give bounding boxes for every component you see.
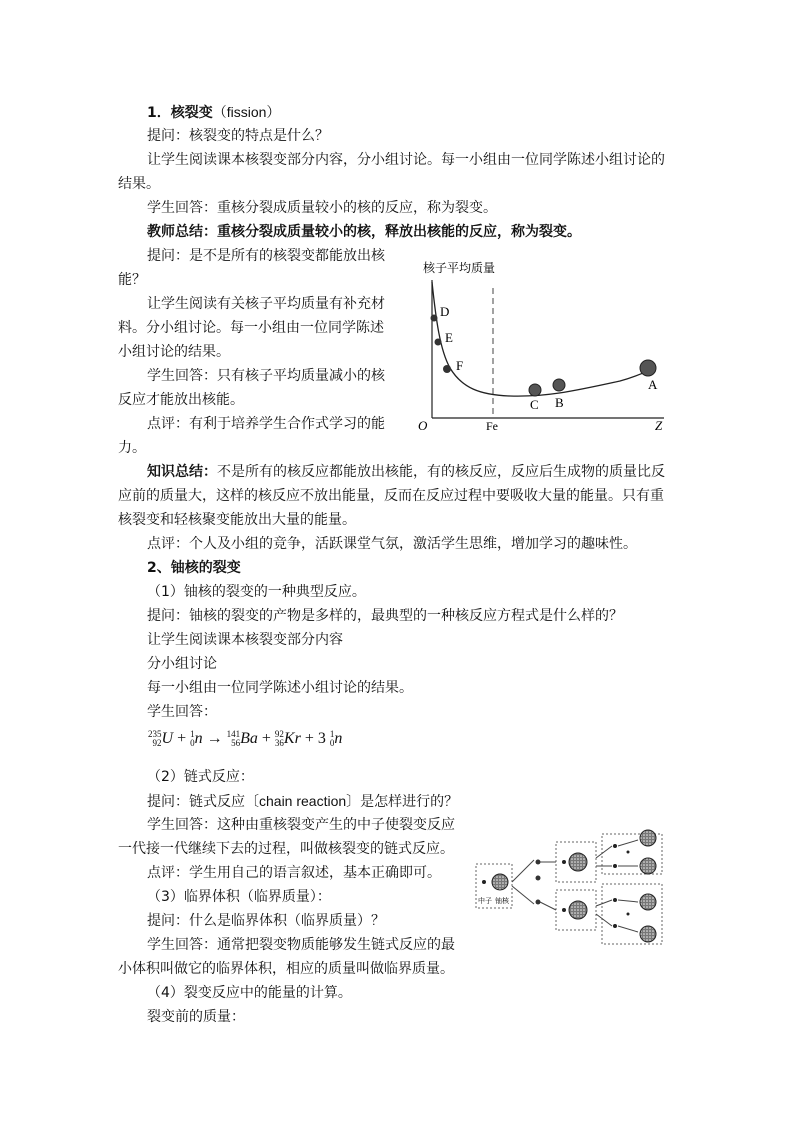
- point-f: [443, 365, 451, 373]
- paragraph-2b: 料。分小组讨论。每一小组由一位同学陈述: [118, 320, 384, 336]
- chain-reaction-figure: [472, 822, 666, 954]
- nucleon-mass-curve-figure: [410, 250, 680, 435]
- question-2a: 提问：是不是所有的核裂变都能放出核: [147, 248, 385, 264]
- label-e: E: [445, 330, 453, 345]
- label-d: D: [440, 304, 450, 319]
- mass-curve: [432, 282, 650, 396]
- paragraph-s2-1: 让学生阅读课本核裂变部分内容: [147, 632, 343, 648]
- sub-2: （2）链式反应：: [147, 769, 254, 785]
- comment-2: 点评：个人及小组的竞争，活跃课堂气氛，激活学生思维，增加学习的趣味性。: [147, 536, 637, 552]
- label-z: Z: [655, 418, 663, 433]
- label-origin: O: [418, 418, 428, 433]
- label-a: A: [648, 377, 658, 392]
- answer-s2-2b: 一代接一代继续下去的过程，叫做核裂变的链式反应。: [118, 841, 454, 857]
- sub-4: （4）裂变反应中的能量的计算。: [147, 985, 352, 1001]
- answer-s2-2a: 学生回答：这种由重核裂变产生的中子使裂变反应: [147, 817, 455, 833]
- paragraph-s2-2: 分小组讨论: [147, 656, 217, 672]
- uranium-nucleus-icon: [492, 874, 508, 890]
- figure-ylabel: 核子平均质量: [423, 261, 496, 275]
- paragraph-s2-3: 每一小组由一位同学陈述小组讨论的结果。: [147, 680, 413, 696]
- label-f: F: [456, 358, 464, 373]
- section-1-heading: 1．核裂变（fission）: [147, 104, 281, 121]
- answer-s2-3b: 小体积叫做它的临界体积，相应的质量叫做临界质量。: [118, 961, 454, 977]
- paragraph-1a: 让学生阅读课本核裂变部分内容，分小组讨论。每一小组由一位同学陈述小组讨论的: [147, 152, 665, 168]
- fission-equation: 235 92 U + 1 0 n → 141 56 Ba + 92 36 Kr + 3 1 0 n: [148, 729, 343, 749]
- answer-s2-3a: 学生回答：通常把裂变物质能够发生链式反应的最: [147, 937, 455, 953]
- point-b: [553, 379, 565, 391]
- question-s2-3: 提问：什么是临界体积（临界质量）？: [147, 913, 385, 929]
- point-a: [640, 360, 656, 376]
- question-s2-1: 提问：铀核的裂变的产物是多样的，最典型的一种核反应方程式是什么样的？: [147, 608, 623, 624]
- knowledge-summary-b: 应前的质量大，这样的核反应不放出能量，反而在反应过程中要吸收大量的能量。只有重: [118, 488, 664, 504]
- paragraph-s2-4: 裂变前的质量：: [147, 1009, 245, 1025]
- knowledge-summary-a: 知识总结：不是所有的核反应都能放出核能，有的核反应，反应后生成物的质量比反: [147, 464, 665, 480]
- paragraph-2a: 让学生阅读有关核子平均质量有补充材: [147, 296, 385, 312]
- section-2-heading: 2、铀核的裂变: [147, 560, 241, 576]
- point-e: [435, 339, 442, 346]
- comment-1b: 力。: [118, 440, 146, 456]
- question-2b: 能？: [118, 272, 146, 288]
- uranium-label: 铀核: [495, 897, 509, 905]
- comment-1a: 点评：有利于培养学生合作式学习的能: [147, 416, 385, 432]
- point-c: [529, 384, 541, 396]
- paragraph-2c: 小组讨论的结果。: [118, 344, 230, 360]
- neutron-icon: [482, 880, 486, 884]
- knowledge-summary-c: 核裂变和轻核聚变能放出大量的能量。: [118, 512, 356, 528]
- label-c: C: [530, 397, 539, 412]
- comment-s2: 点评：学生用自己的语言叙述，基本正确即可。: [147, 865, 441, 881]
- point-d: [431, 315, 438, 322]
- teacher-summary: 教师总结：重核分裂成质量较小的核，释放出核能的反应，称为裂变。: [147, 224, 581, 240]
- paragraph-1b: 结果。: [118, 176, 160, 192]
- question-1: 提问：核裂变的特点是什么？: [147, 128, 329, 144]
- label-fe: Fe: [486, 419, 498, 433]
- answer-2b: 反应才能放出核能。: [118, 392, 244, 408]
- answer-1: 学生回答：重核分裂成质量较小的核的反应，称为裂变。: [147, 200, 497, 216]
- answer-s2-label: 学生回答：: [147, 704, 217, 720]
- sub-3: （3）临界体积（临界质量）：: [147, 889, 331, 905]
- label-b: B: [555, 395, 564, 410]
- sub-1: （1）铀核的裂变的一种典型反应。: [147, 584, 366, 600]
- answer-2a: 学生回答：只有核子平均质量减小的核: [147, 368, 385, 384]
- neutron-label: 中子: [478, 897, 492, 905]
- question-s2-2: 提问：链式反应〔chain reaction〕是怎样进行的？: [147, 793, 459, 810]
